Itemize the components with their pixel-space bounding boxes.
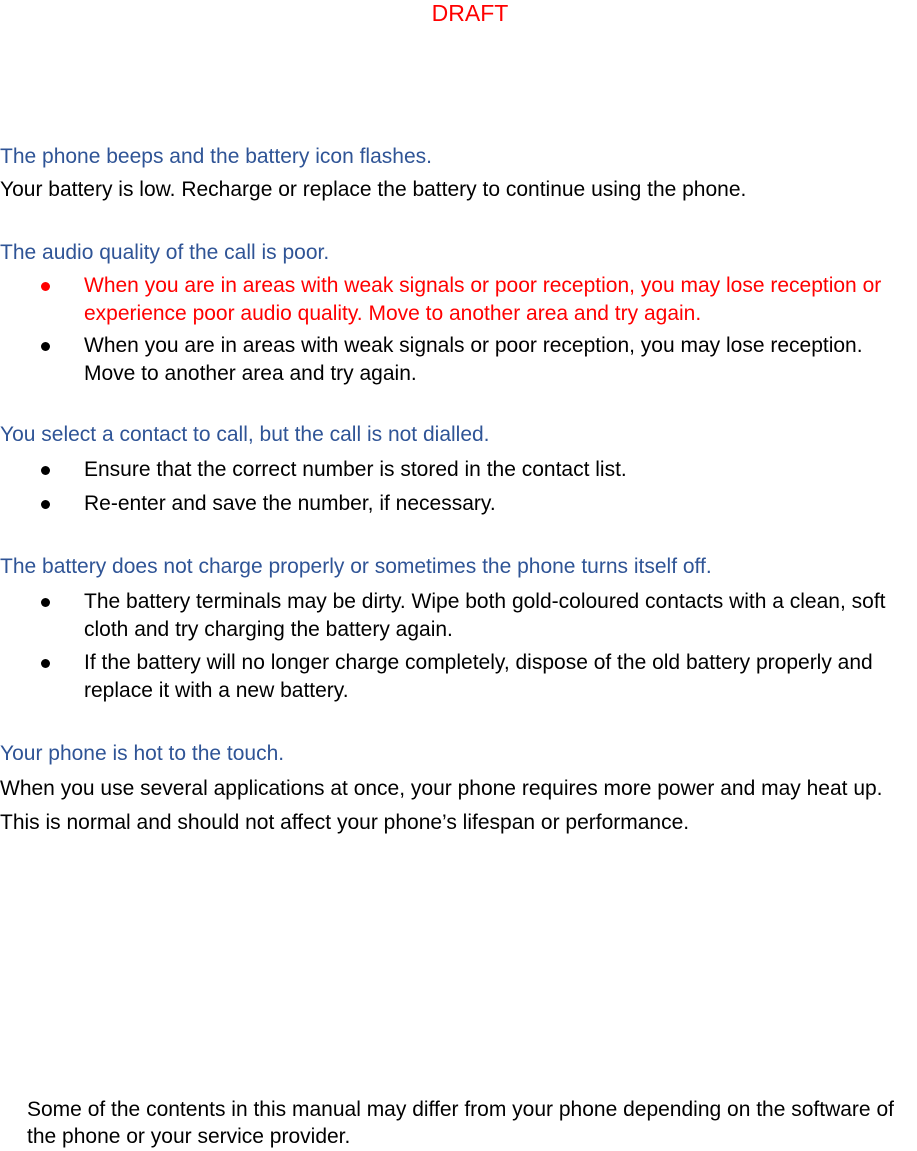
list-item-text: Ensure that the correct number is stored in the contact list.	[84, 458, 627, 481]
list-item-text: When you are in areas with weak signals or poor reception, you may lose reception. Move to another area and try again.	[84, 334, 863, 385]
list-item	[0, 272, 917, 328]
call-not-dialled-list	[0, 456, 917, 518]
audio-quality-list	[0, 272, 917, 388]
bullet-icon	[41, 282, 50, 291]
list-item-text: The battery terminals may be dirty. Wipe both gold-coloured contacts with a clean, soft cloth and try charging the battery again.	[84, 590, 886, 641]
section-body-battery-low: Your battery is low. Recharge or replace the battery to continue using the phone.	[0, 178, 747, 201]
troubleshooting-content	[0, 144, 917, 837]
bullet-icon	[41, 659, 50, 668]
list-item-text: If the battery will no longer charge completely, dispose of the old battery properly and replace it with a new battery.	[84, 651, 873, 702]
bullet-icon	[41, 466, 50, 475]
section-body-phone-hot: When you use several applications at once, your phone requires more power and may heat up.	[0, 777, 883, 800]
section-heading-audio-quality: The audio quality of the call is poor.	[0, 241, 330, 264]
list-item	[0, 456, 917, 484]
list-item	[0, 490, 917, 518]
bullet-icon	[41, 342, 50, 351]
bullet-icon	[41, 500, 50, 509]
list-item	[0, 332, 917, 388]
section-heading-phone-hot: Your phone is hot to the touch.	[0, 742, 285, 765]
bullet-icon	[41, 598, 50, 607]
list-item-text: When you are in areas with weak signals or poor reception, you may lose reception or experience poor audio quality. Move to another area and try again.	[84, 274, 882, 325]
section-heading-battery-low: The phone beeps and the battery icon flashes.	[0, 145, 432, 168]
footer-disclaimer: Some of the contents in this manual may differ from your phone depending on the software of the phone or your service provider.	[27, 1098, 894, 1148]
draft-watermark: DRAFT	[431, 0, 509, 26]
list-item	[0, 588, 917, 644]
battery-charge-list	[0, 588, 917, 705]
list-item	[0, 649, 917, 705]
section-body-phone-hot-note: This is normal and should not affect your phone’s lifespan or performance.	[0, 811, 690, 834]
section-heading-call-not-dialled: You select a contact to call, but the call is not dialled.	[0, 423, 490, 446]
section-heading-battery-charge: The battery does not charge properly or sometimes the phone turns itself off.	[0, 555, 712, 578]
list-item-text: Re-enter and save the number, if necessary.	[84, 492, 496, 515]
